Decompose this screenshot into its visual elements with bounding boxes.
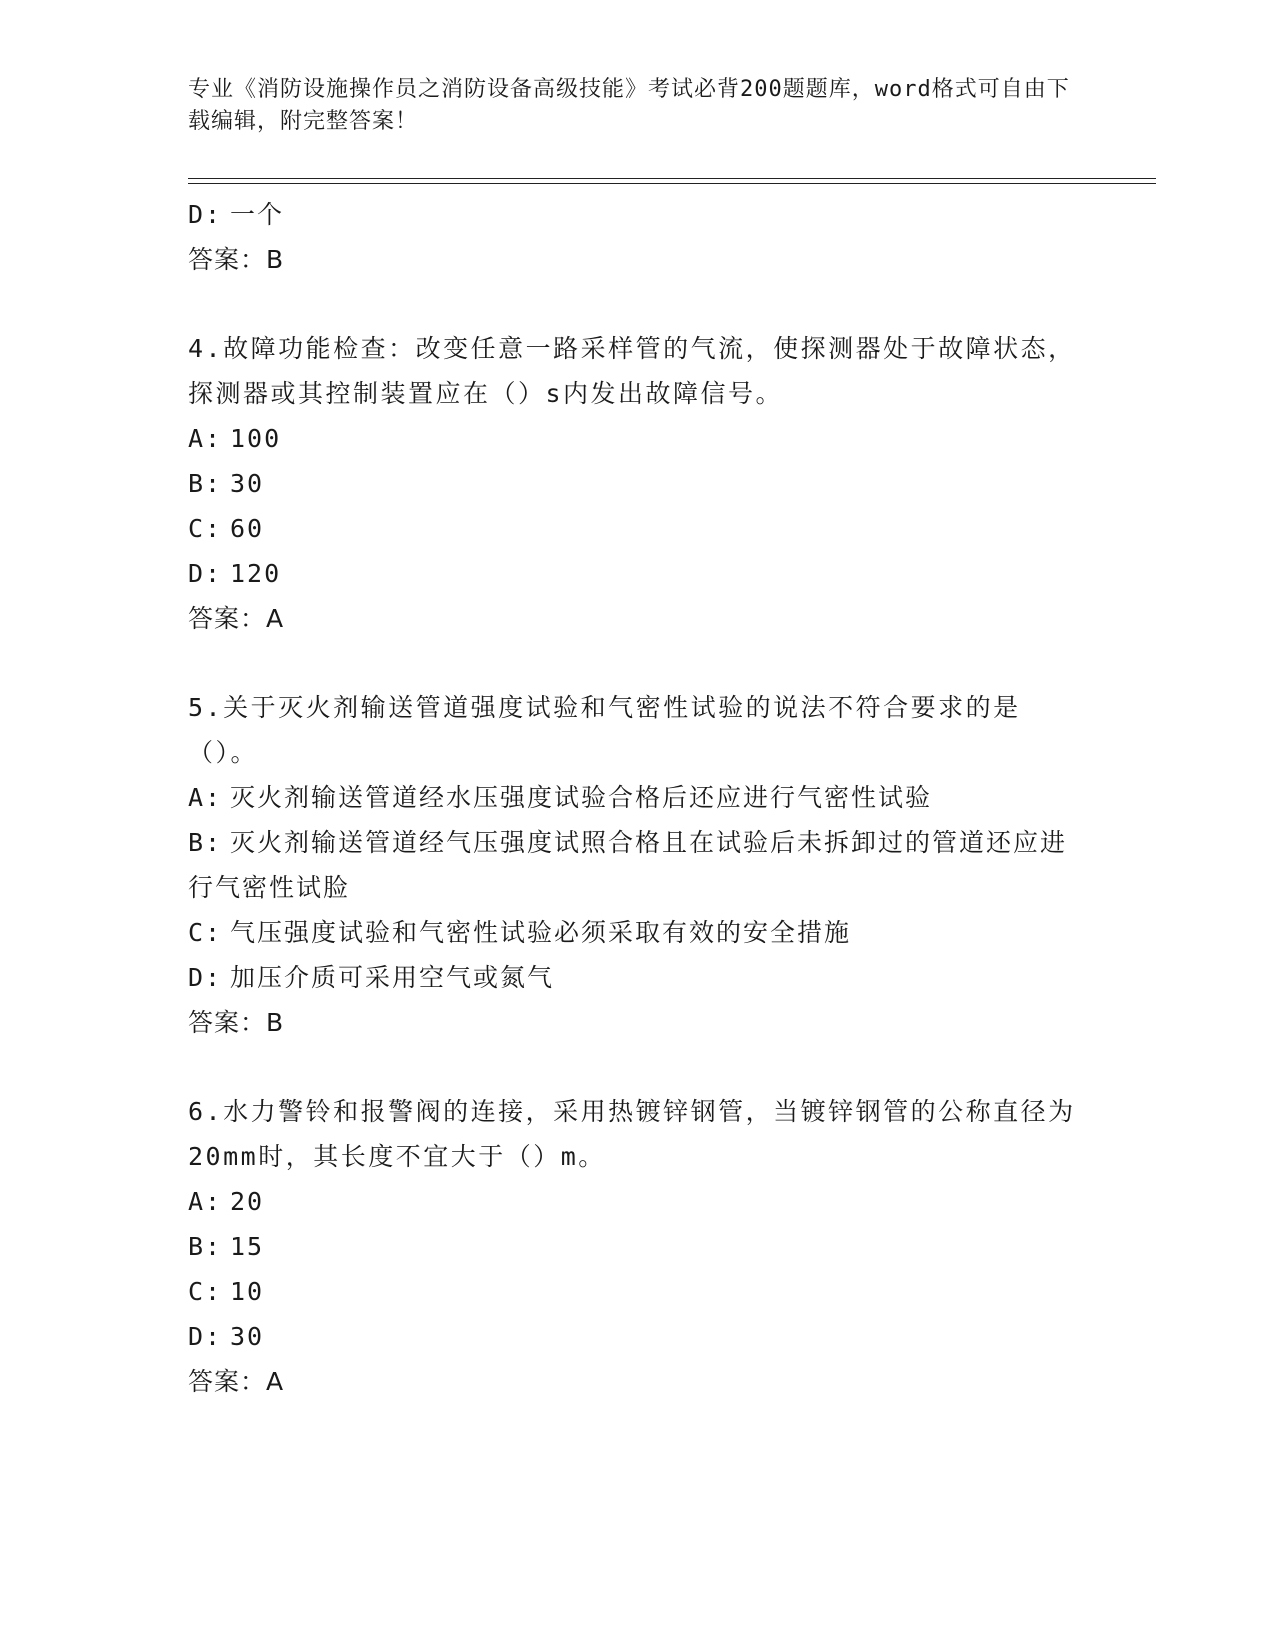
option-key: B: (188, 828, 223, 857)
option-text: 10 (230, 1277, 265, 1306)
option-a (188, 1179, 1088, 1224)
option-b (188, 1224, 1088, 1269)
option-text: 30 (230, 1322, 265, 1351)
option-text: 气压强度试验和气密性试验必须采取有效的安全措施 (230, 918, 852, 947)
page-header-title: 专业《消防设施操作员之消防设备高级技能》考试必背200题题库，word格式可自由下载编辑，附完整答案！ (188, 77, 1070, 134)
option-c (188, 1269, 1088, 1314)
option-d (188, 955, 1088, 1000)
option-text: 100 (230, 424, 282, 453)
question-4 (188, 326, 1088, 641)
option-key: D: (188, 559, 223, 588)
option-text: 60 (230, 514, 265, 543)
option-d (188, 1314, 1088, 1359)
option-a (188, 416, 1088, 461)
option-key: D: (188, 200, 223, 229)
carryover-option-d (188, 192, 1088, 237)
option-key: C: (188, 918, 223, 947)
option-text: 灭火剂输送管道经气压强度试照合格且在试验后未拆卸过的管道还应进行气密性试脸 (188, 828, 1068, 902)
option-text: 灭火剂输送管道经水压强度试验合格后还应进行气密性试验 (230, 783, 933, 812)
question-stem: 5.关于灭火剂输送管道强度试验和气密性试验的说法不符合要求的是（）。 (188, 693, 1021, 767)
option-b (188, 820, 1088, 910)
question-stem: 4.故障功能检查：改变任意一路采样管的气流，使探测器处于故障状态，探测器或其控制装置应在（）s内发出故障信号。 (188, 334, 1076, 408)
header-divider-top (188, 178, 1156, 179)
question-5 (188, 685, 1088, 1045)
option-b (188, 461, 1088, 506)
option-text: 一个 (230, 200, 285, 229)
option-key: A: (188, 1187, 223, 1216)
option-key: C: (188, 1277, 223, 1306)
option-key: D: (188, 1322, 223, 1351)
option-key: C: (188, 514, 223, 543)
option-c (188, 506, 1088, 551)
option-c (188, 910, 1088, 955)
question-answer: 答案：B (188, 1008, 285, 1037)
option-text: 120 (230, 559, 282, 588)
carryover-answer: 答案：B (188, 245, 285, 274)
option-text: 30 (230, 469, 265, 498)
option-key: A: (188, 424, 223, 453)
question-stem: 6.水力警铃和报警阀的连接，采用热镀锌钢管，当镀锌钢管的公称直径为20mm时，其长度不宜大于（）m。 (188, 1097, 1076, 1171)
option-text: 20 (230, 1187, 265, 1216)
question-6 (188, 1089, 1088, 1404)
question-answer: 答案：A (188, 604, 285, 633)
option-d (188, 551, 1088, 596)
option-key: D: (188, 963, 223, 992)
option-key: A: (188, 783, 223, 812)
header-divider-bottom (188, 183, 1156, 184)
question-content (188, 192, 1088, 1404)
option-a (188, 775, 1088, 820)
option-key: B: (188, 469, 223, 498)
question-answer: 答案：A (188, 1367, 285, 1396)
option-text: 加压介质可采用空气或氮气 (230, 963, 555, 992)
option-key: B: (188, 1232, 223, 1261)
option-text: 15 (230, 1232, 265, 1261)
